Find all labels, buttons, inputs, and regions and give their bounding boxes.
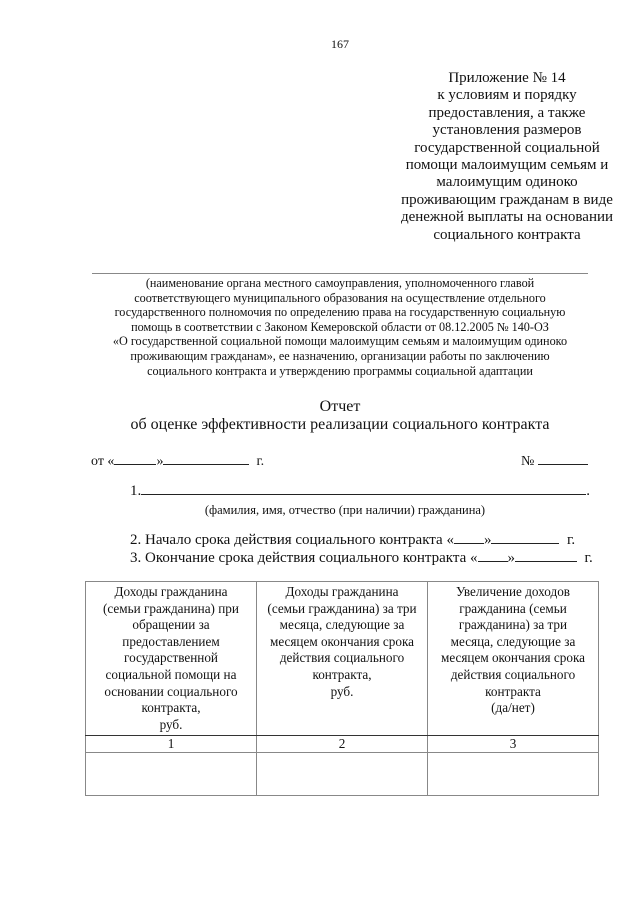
date-mid: » <box>156 454 164 469</box>
number-line <box>521 452 588 470</box>
header-income-at-application <box>86 582 257 736</box>
appendix-line: к условиям и порядку <box>437 87 577 104</box>
appendix-line: помощи малоимущим семьям и <box>405 157 609 174</box>
header-income-increase <box>428 582 599 736</box>
header-line: действия социального <box>450 666 576 682</box>
appendix-line: государственной социальной <box>414 139 600 156</box>
item-1-label: 1. <box>130 483 142 499</box>
month-field[interactable] <box>163 452 249 465</box>
header-income-after-contract <box>257 582 428 736</box>
item-3-label: 3. Окончание срока действия социального контракта « <box>130 550 478 566</box>
citizen-name-field[interactable] <box>141 482 586 495</box>
table-header-row <box>86 582 599 736</box>
income-at-application-cell[interactable] <box>86 753 257 796</box>
caption-line: «О государственной социальной помощи малоимущим семьям и малоимущим одиноко <box>112 334 568 349</box>
header-line: социальной помощи на <box>105 666 237 682</box>
caption-line: проживающим гражданам», ее назначению, организации работы по заключению <box>130 348 550 363</box>
header-line: Увеличение доходов <box>455 584 571 599</box>
header-line: предоставлением <box>122 633 220 649</box>
header-line: месяцем окончания срока <box>440 650 586 666</box>
header-line: месяца, следующие за <box>279 617 405 633</box>
end-day-field[interactable] <box>478 549 508 562</box>
appendix-line: денежной выплаты на основании <box>400 209 614 226</box>
income-table <box>85 581 599 796</box>
date-suffix: г. <box>256 454 265 469</box>
citizen-name-caption: (фамилия, имя, отчество (при наличии) гражданина) <box>204 503 486 517</box>
appendix-line: проживающим гражданам в виде <box>401 191 613 208</box>
caption-line: (наименование органа местного самоуправления, уполномоченного главой <box>145 276 535 290</box>
caption-line: помощь в соответствии с Законом Кемеровской области от 08.12.2005 № 140-ОЗ <box>131 319 549 334</box>
header-line: контракта, <box>141 700 201 716</box>
column-number: 3 <box>428 736 599 753</box>
date-prefix: от « <box>91 454 115 469</box>
appendix-line: социального контракта <box>433 226 581 243</box>
item-3-suffix: г. <box>584 550 593 566</box>
page-number: 167 <box>331 37 349 51</box>
document-subtitle: об оценке эффективности реализации социального контракта <box>130 416 550 433</box>
header-line: государственной <box>124 650 218 666</box>
header-line: Доходы гражданина <box>114 584 228 599</box>
table-row <box>86 753 599 796</box>
organization-caption <box>80 276 600 378</box>
header-line: месяцем окончания срока <box>269 633 415 649</box>
header-line: (да/нет) <box>491 700 535 716</box>
number-field[interactable] <box>538 452 588 465</box>
document-title: Отчет <box>319 398 361 415</box>
table-number-row <box>86 736 599 753</box>
caption-line: соответствующего муниципального образования на осуществление отдельного <box>134 290 546 305</box>
organization-name-line <box>92 273 588 274</box>
item-2 <box>130 531 575 549</box>
date-line <box>91 452 264 470</box>
header-line: руб. <box>330 683 354 699</box>
appendix-line: предоставления, а также <box>428 104 586 121</box>
header-line: месяца, следующие за <box>450 633 576 649</box>
item-3-mid: » <box>507 550 516 566</box>
header-line: действия социального <box>279 650 405 666</box>
header-line: (семьи гражданина) при <box>103 600 239 616</box>
appendix-line: Приложение № 14 <box>448 70 566 86</box>
item-1 <box>130 482 590 500</box>
income-increase-cell[interactable] <box>428 753 599 796</box>
header-line: (семьи гражданина) за три <box>267 600 417 616</box>
appendix-line: малоимущим одиноко <box>436 174 578 191</box>
income-after-contract-cell[interactable] <box>257 753 428 796</box>
column-number: 1 <box>86 736 257 753</box>
header-line: Доходы гражданина <box>285 584 399 599</box>
start-day-field[interactable] <box>454 531 484 544</box>
header-line: гражданина (семьи <box>459 600 567 616</box>
end-month-field[interactable] <box>515 549 577 562</box>
header-line: контракта, <box>312 666 372 682</box>
caption-line: государственного полномочия по определению права на государственную социальную <box>114 305 566 320</box>
start-month-field[interactable] <box>491 531 559 544</box>
item-2-label: 2. Начало срока действия социального контракта « <box>130 532 454 548</box>
appendix-line: установления размеров <box>432 122 582 139</box>
header-line: обращении за <box>132 617 210 633</box>
item-2-mid: » <box>483 532 492 548</box>
item-3 <box>130 549 593 567</box>
item-1-end: . <box>586 483 590 499</box>
header-line: гражданина) за три <box>458 617 568 633</box>
number-label: № <box>521 454 535 469</box>
day-field[interactable] <box>114 452 156 465</box>
header-line: руб. <box>159 716 183 732</box>
header-line: контракта <box>485 683 541 699</box>
header-line: основании социального <box>104 683 238 699</box>
column-number: 2 <box>257 736 428 753</box>
appendix-header <box>400 70 614 244</box>
caption-line: социального контракта и утверждению программы социальной адаптации <box>147 363 533 378</box>
item-2-suffix: г. <box>566 532 576 548</box>
